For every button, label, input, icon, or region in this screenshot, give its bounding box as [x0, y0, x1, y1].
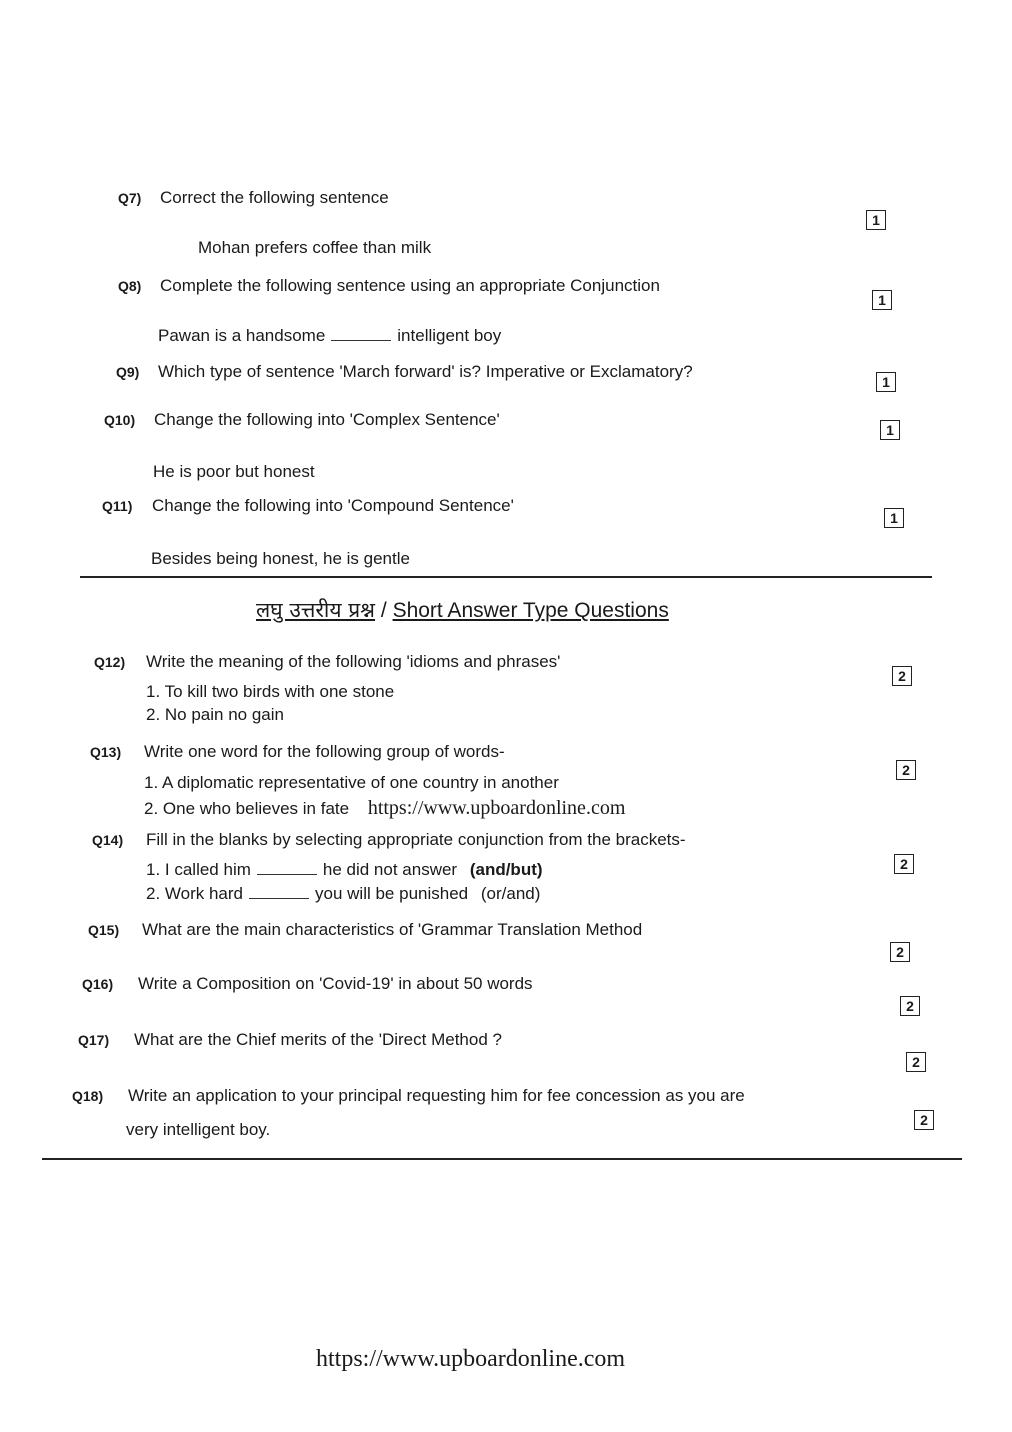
- list-item: [146, 884, 540, 904]
- question-number: Q8): [118, 278, 142, 294]
- bracket-options: (or/and): [480, 884, 541, 903]
- divider: [42, 1158, 962, 1160]
- question-14: [92, 830, 686, 850]
- question-number: Q16): [82, 976, 114, 992]
- question-number: Q7): [118, 190, 142, 206]
- question-7-sentence: Mohan prefers coffee than milk: [198, 238, 432, 257]
- marks-box: 2: [906, 1052, 926, 1072]
- list-item: [146, 860, 543, 880]
- footer-url: https://www.upboardonline.com: [316, 1346, 626, 1372]
- question-text: What are the Chief merits of the 'Direct Method ?: [134, 1030, 502, 1049]
- bracket-options: (and/but): [469, 860, 543, 879]
- question-10-sentence: He is poor but honest: [153, 462, 315, 481]
- marks-box: 1: [872, 290, 892, 310]
- list-item: 1. A diplomatic representative of one country in another: [144, 773, 559, 792]
- question-8-sentence: [158, 326, 501, 346]
- list-item: [144, 797, 625, 820]
- question-text: Complete the following sentence using an appropriate Conjunction: [160, 276, 660, 295]
- blank-line: [249, 898, 309, 899]
- question-12: [94, 652, 560, 672]
- question-number: Q13): [90, 744, 122, 760]
- marks-box: 2: [892, 666, 912, 686]
- section-heading-separator: /: [380, 599, 387, 622]
- question-number: Q10): [104, 412, 136, 428]
- list-item-text: 2. One who believes in fate: [144, 799, 350, 818]
- marks-box: 2: [896, 760, 916, 780]
- list-item: 1. To kill two birds with one stone: [146, 682, 395, 701]
- question-13: [90, 742, 505, 762]
- question-10: [104, 410, 500, 430]
- question-9: [116, 362, 693, 382]
- section-heading: [256, 596, 669, 624]
- sentence-part-a: Pawan is a handsome: [158, 326, 326, 345]
- marks-box: 2: [890, 942, 910, 962]
- list-item: 2. No pain no gain: [146, 705, 284, 724]
- question-text: Change the following into 'Compound Sentence': [152, 496, 514, 515]
- question-17: [78, 1030, 502, 1050]
- list-item-text: you will be punished: [315, 884, 469, 903]
- marks-box: 1: [876, 372, 896, 392]
- question-text: Write one word for the following group of words-: [144, 742, 505, 761]
- divider: [80, 576, 932, 578]
- sentence-part-b: intelligent boy: [397, 326, 502, 345]
- marks-box: 1: [866, 210, 886, 230]
- question-number: Q18): [72, 1088, 104, 1104]
- question-number: Q14): [92, 832, 124, 848]
- question-number: Q9): [116, 364, 140, 380]
- blank-line: [331, 340, 391, 341]
- marks-box: 2: [900, 996, 920, 1016]
- question-text: Which type of sentence 'March forward' is? Imperative or Exclamatory?: [158, 362, 693, 381]
- question-18: [72, 1086, 745, 1106]
- list-item-text: he did not answer: [322, 860, 458, 879]
- question-16: [82, 974, 533, 994]
- question-number: Q15): [88, 922, 120, 938]
- question-8: [118, 276, 660, 296]
- marks-box: 2: [894, 854, 914, 874]
- question-text: Fill in the blanks by selecting appropriate conjunction from the brackets-: [146, 830, 686, 849]
- question-18-continuation: very intelligent boy.: [126, 1120, 271, 1139]
- question-text: Correct the following sentence: [160, 188, 389, 207]
- watermark-url: https://www.upboardonline.com: [367, 797, 626, 819]
- marks-box: 1: [884, 508, 904, 528]
- question-number: Q11): [102, 498, 133, 514]
- question-text: Change the following into 'Complex Sentence': [154, 410, 500, 429]
- list-item-text: 1. I called him: [146, 860, 251, 879]
- question-number: Q17): [78, 1032, 110, 1048]
- section-heading-hindi: लघु उत्तरीय प्रश्न: [256, 598, 376, 622]
- question-15: [88, 920, 642, 940]
- question-11-sentence: Besides being honest, he is gentle: [151, 549, 410, 568]
- question-text: Write a Composition on 'Covid-19' in about 50 words: [138, 974, 533, 993]
- question-text: What are the main characteristics of 'Grammar Translation Method: [142, 920, 643, 939]
- question-text: Write the meaning of the following 'idioms and phrases': [146, 652, 561, 671]
- question-number: Q12): [94, 654, 126, 670]
- list-item-text: 2. Work hard: [146, 884, 244, 903]
- marks-box: 2: [914, 1110, 934, 1130]
- question-7: [118, 188, 389, 208]
- marks-box: 1: [880, 420, 900, 440]
- blank-line: [257, 874, 317, 875]
- section-heading-english: Short Answer Type Questions: [392, 599, 669, 622]
- question-11: [102, 496, 514, 516]
- question-text: Write an application to your principal requesting him for fee concession as you are: [128, 1086, 745, 1105]
